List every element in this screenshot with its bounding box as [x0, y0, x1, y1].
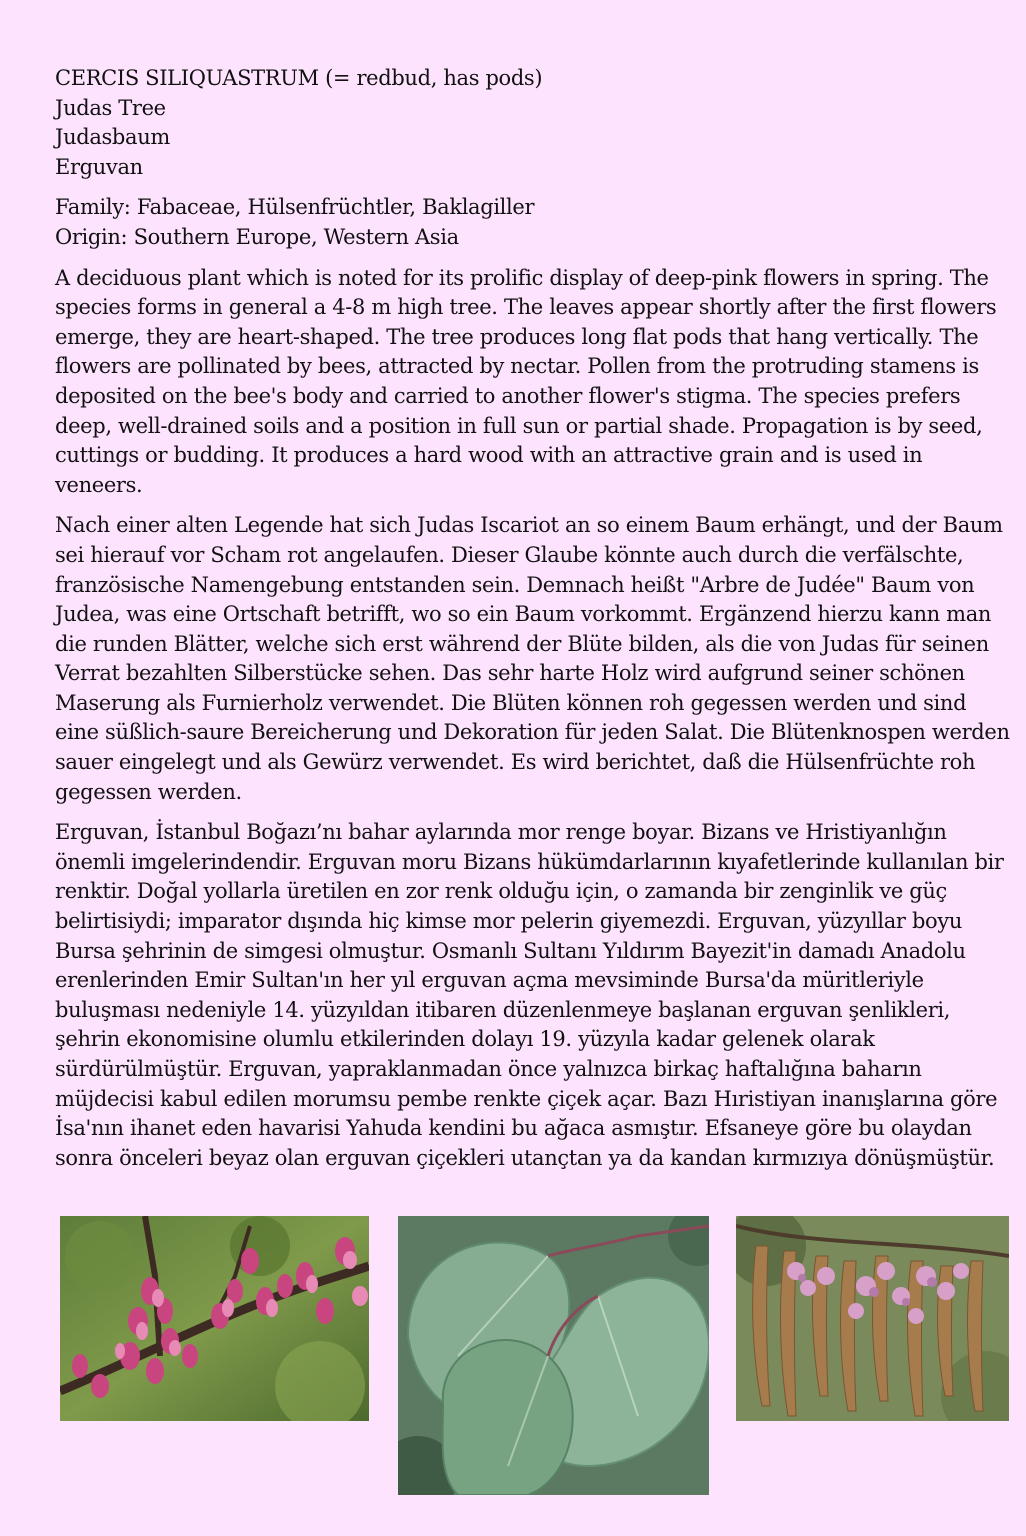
origin-line: Origin: Southern Europe, Western Asia — [55, 224, 459, 249]
flowers-photo — [60, 1216, 369, 1421]
leaves-photo — [398, 1216, 709, 1495]
turkish-description: Erguvan, İstanbul Boğazı’nı bahar aylarında mor renge boyar. Bizans ve Hristiyanlığın önemli imgelerindendir. Erguvan moru Bizans hükümdarlarının kıyafetlerinde kullanılan bir renktir. Doğal yollarla üretilen en zor renk olduğu için, o zamanda bir zenginlik ve güç belirtisiydi; imparator dışında hiç kimse mor pelerin giyemezdi. Erguvan, yüzyıllar boyu Bursa şehrinin de simgesi olmuştur. Osmanlı Sultanı Yıldırım Bayezit'in damadı Anadolu erenlerinden Emir Sultan'ın her yıl erguvan açma mevsiminde Bursa'da müritleriyle buluşması nedeniyle 14. yüzyıldan itibaren düzenlenmeye başlanan erguvan şenlikleri, şehrin ekonomisine olumlu etkilerinden dolayı 19. yüzyıla kadar gelenek olarak sürdürülmüştür. Erguvan, yapraklanmadan önce yalnızca birkaç haftalığına baharın müjdecisi kabul edilen morumsu pembe renkte çiçek açar. Bazı Hıristiyan inanışlarına göre İsa'nın ihanet eden havarisi Yahuda kendini bu ağaca asmıştır. Efsaneye göre bu olaydan sonra önceleri beyaz olan erguvan çiçekleri utançtan ya da kandan kırmızıya dönüşmüştür. — [55, 820, 1004, 1170]
turkish-name: Erguvan — [55, 154, 143, 179]
german-description: Nach einer alten Legende hat sich Judas Iscariot an so einem Baum erhängt, und der Baum sei hierauf vor Scham rot angelaufen. Dieser Glaube könnte auch durch die verfälschte, französische Namengebung entstanden sein. Demnach heißt "Arbre de Judée" Baum von Judea, was eine Ortschaft betrifft, wo so ein Baum vorkommt. Ergänzend hierzu kann man die runden Blätter, welche sich erst während der Blüte bilden, als die von Judas für seinen Verrat bezahlten Silberstücke sehen. Das sehr harte Holz wird aufgrund seiner schönen Maserung als Furnierholz verwendet. Die Blüten können roh gegessen werden und sind eine süßlich-saure Bereicherung und Dekoration für jeden Salat. Die Blütenknospen werden sauer eingelegt und als Gewürz verwendet. Es wird berichtet, daß die Hülsenfrüchte roh gegessen werden. — [55, 513, 1010, 804]
german-name: Judasbaum — [55, 125, 170, 150]
pods-photo — [736, 1216, 1009, 1421]
english-description: A deciduous plant which is noted for its prolific display of deep-pink flowers in spring. The species forms in general a 4-8 m high tree. The leaves appear shortly after the first flowers emerge, they are heart-shaped. The tree produces long flat pods that hang vertically. The flowers are pollinated by bees, attracted by nectar. Pollen from the protruding stamens is deposited on the bee's body and carried to another flower's stigma. The species prefers deep, well-drained soils and a position in full sun or partial shade. Propagation is by seed, cuttings or budding. It produces a hard wood with an attractive grain and is used in veneers. — [55, 265, 997, 497]
meta-block — [55, 193, 1010, 252]
scientific-name: CERCIS SILIQUASTRUM (= redbud, has pods) — [55, 66, 543, 90]
title-block — [55, 64, 1010, 182]
document-body — [55, 64, 1010, 1184]
english-name: Judas Tree — [55, 95, 166, 120]
family-line: Family: Fabaceae, Hülsenfrüchtler, Baklagiller — [55, 195, 535, 220]
